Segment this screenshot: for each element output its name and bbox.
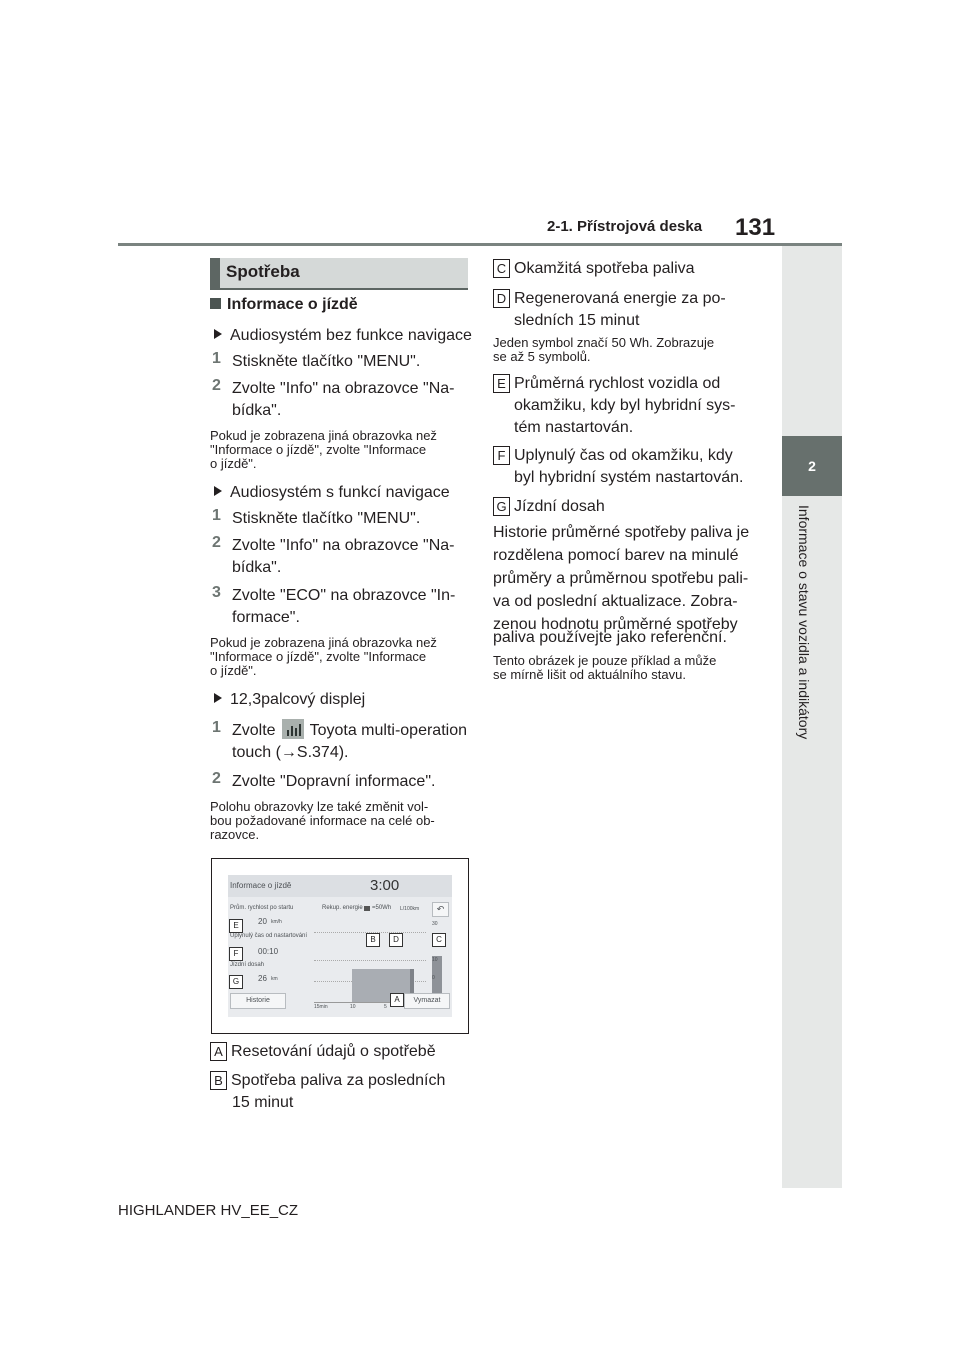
- letter-box: D: [493, 289, 510, 308]
- history-button[interactable]: Historie: [230, 993, 286, 1009]
- letter-box: C: [493, 259, 510, 278]
- step-text: touch (→S.374).: [232, 744, 349, 761]
- subheading: [210, 296, 358, 314]
- avg-speed-label: Prům. rychlost po startu: [230, 905, 294, 911]
- callout-e: E: [229, 919, 243, 933]
- legend-text: okamžiku, kdy byl hybridní sys-: [514, 397, 736, 414]
- variant1-title: [214, 324, 472, 347]
- legend-text: sledních 15 minut: [514, 312, 640, 329]
- callout-b: B: [366, 933, 380, 947]
- step-text-after: Toyota multi-operation: [309, 722, 467, 739]
- note-line: se mírně lišit od aktuálního stavu.: [493, 667, 686, 682]
- side-tab-number: 2: [782, 436, 842, 496]
- screen-clock: 3:00: [370, 877, 400, 894]
- variant2-title-text: Audiosystém s funkcí navigace: [230, 484, 450, 501]
- legend-item-g: [493, 495, 605, 518]
- callout-f: F: [229, 947, 243, 961]
- paragraph-line: rozdělena pomocí barev na minulé: [493, 547, 739, 564]
- callout-d: D: [389, 933, 403, 947]
- legend-text: Jízdní dosah: [514, 498, 605, 515]
- legend-item-f: [493, 444, 733, 467]
- step-text: bídka".: [232, 402, 282, 419]
- step-number: 2: [212, 377, 221, 394]
- step-text: Zvolte "Info" na obrazovce "Na-: [232, 380, 455, 397]
- note-line: Tento obrázek je pouze příklad a může: [493, 653, 717, 668]
- legend-item-e: [493, 372, 720, 395]
- x-tick: 10: [350, 1004, 356, 1010]
- note-line: Jeden symbol značí 50 Wh. Zobrazuje: [493, 335, 715, 350]
- range-label: Jízdní dosah: [230, 962, 265, 968]
- callout-g: G: [229, 975, 243, 989]
- variant3-title-text: 12,3palcový displej: [230, 691, 366, 708]
- side-tab: [782, 246, 842, 1188]
- step-number: 1: [212, 350, 221, 367]
- variant3-title: [214, 688, 365, 711]
- note-line: bou požadované informace na celé ob-: [210, 813, 435, 828]
- clear-button[interactable]: Vymazat: [404, 993, 450, 1009]
- legend-text: tém nastartován.: [514, 419, 634, 436]
- variant2-title: [214, 481, 450, 504]
- legend-item-a: [210, 1040, 436, 1063]
- page-number: 131: [735, 214, 776, 241]
- note-line: Pokud je zobrazena jiná obrazovka než: [210, 428, 437, 443]
- step-text: [232, 719, 467, 742]
- legend-text: Uplynulý čas od okamžiku, kdy: [514, 447, 733, 464]
- step-number: 1: [212, 719, 221, 736]
- legend-item-d: [493, 287, 726, 310]
- note-line: o jízdě".: [210, 456, 257, 471]
- step-text: Zvolte "ECO" na obrazovce "In-: [232, 587, 456, 604]
- step-number: 2: [212, 770, 221, 787]
- step-text: formace".: [232, 609, 300, 626]
- side-tab-lower: [782, 496, 842, 1188]
- legend-text: 15 minut: [232, 1094, 294, 1111]
- back-button[interactable]: ↶: [432, 902, 449, 917]
- legend-text: Okamžitá spotřeba paliva: [514, 260, 695, 277]
- step-text: Zvolte "Dopravní informace".: [232, 773, 436, 790]
- step-text: Stiskněte tlačítko "MENU".: [232, 353, 421, 370]
- legend-text: Resetování údajů o spotřebě: [231, 1043, 436, 1060]
- footer-model: HIGHLANDER HV_EE_CZ: [118, 1202, 299, 1219]
- step-number: 2: [212, 534, 221, 551]
- triangle-bullet-icon: [214, 486, 222, 496]
- avg-speed-unit: km/h: [271, 919, 282, 925]
- section-rule: [210, 288, 468, 290]
- section-title: Spotřeba: [210, 258, 468, 288]
- paragraph-line: průměry a průměrnou spotřebu pali-: [493, 570, 749, 587]
- y-tick: 10: [432, 957, 438, 963]
- regen-label: Rekup. energie: [322, 905, 363, 911]
- regen-legend: =50Wh: [372, 905, 392, 911]
- step-text: Stiskněte tlačítko "MENU".: [232, 510, 421, 527]
- regen-symbol-icon: [364, 906, 370, 911]
- subheading-text: Informace o jízdě: [227, 296, 358, 313]
- screen-title: Informace o jízdě: [230, 881, 292, 890]
- letter-box: G: [493, 497, 510, 516]
- triangle-bullet-icon: [214, 329, 222, 339]
- note-line: se až 5 symbolů.: [493, 349, 591, 364]
- letter-box: B: [210, 1071, 227, 1090]
- elapsed-value: 00:10: [258, 947, 279, 956]
- square-bullet-icon: [210, 298, 221, 309]
- paragraph-line: va od poslední aktualizace. Zobra-: [493, 593, 738, 610]
- note-line: "Informace o jízdě", zvolte "Informace: [210, 649, 427, 664]
- legend-text: Průměrná rychlost vozidla od: [514, 375, 721, 392]
- elapsed-label: Uplynulý čas od nastartování: [230, 933, 308, 939]
- grid-line: [314, 960, 426, 961]
- unit-label: L/100km: [400, 906, 420, 912]
- y-tick: 0: [432, 975, 435, 981]
- side-tab-title: Informace o stavu vozidla a indikátory: [796, 505, 812, 740]
- note-line: o jízdě".: [210, 663, 257, 678]
- note-line: Pokud je zobrazena jiná obrazovka než: [210, 635, 437, 650]
- step-number: 3: [212, 584, 221, 601]
- bar-chart-icon: [282, 719, 304, 739]
- step-text: Zvolte "Info" na obrazovce "Na-: [232, 537, 455, 554]
- step-text: bídka".: [232, 559, 282, 576]
- note-line: "Informace o jízdě", zvolte "Informace: [210, 442, 427, 457]
- triangle-bullet-icon: [214, 693, 222, 703]
- x-tick: 15min: [314, 1004, 328, 1010]
- note-line: Polohu obrazovky lze také změnit vol-: [210, 799, 429, 814]
- y-tick: 30: [432, 921, 438, 927]
- step-number: 1: [212, 507, 221, 524]
- avg-speed-value: 20: [258, 917, 267, 926]
- trip-info-screen: [211, 858, 469, 1034]
- legend-text: Spotřeba paliva za posledních: [231, 1072, 446, 1089]
- note-line: razovce.: [210, 827, 260, 842]
- callout-a: A: [390, 993, 404, 1007]
- callout-c: C: [432, 933, 446, 947]
- range-unit: km: [271, 976, 278, 982]
- header-rule: [118, 243, 842, 246]
- step-text-before: Zvolte: [232, 722, 276, 739]
- range-value: 26: [258, 974, 267, 983]
- chart-area: [314, 918, 442, 1003]
- letter-box: F: [493, 446, 510, 465]
- paragraph-line-last: paliva používejte jako referenční.: [493, 629, 727, 646]
- x-tick: 5: [384, 1004, 387, 1010]
- paragraph-line: Historie průměrné spotřeby paliva je: [493, 524, 750, 541]
- legend-text: Regenerovaná energie za po-: [514, 290, 726, 307]
- letter-box: E: [493, 374, 510, 393]
- letter-box: A: [210, 1042, 227, 1061]
- legend-item-c: [493, 257, 695, 280]
- variant1-title-text: Audiosystém bez funkce navigace: [230, 327, 472, 344]
- paragraph-line: zenou hodnotu průměrné spotřeby: [493, 616, 738, 633]
- screen-display: [228, 875, 452, 1017]
- section-header: 2-1. Přístrojová deska: [547, 218, 703, 235]
- side-tab-upper: [782, 246, 842, 436]
- legend-text: byl hybridní systém nastartován.: [514, 469, 744, 486]
- legend-item-b: [210, 1069, 445, 1092]
